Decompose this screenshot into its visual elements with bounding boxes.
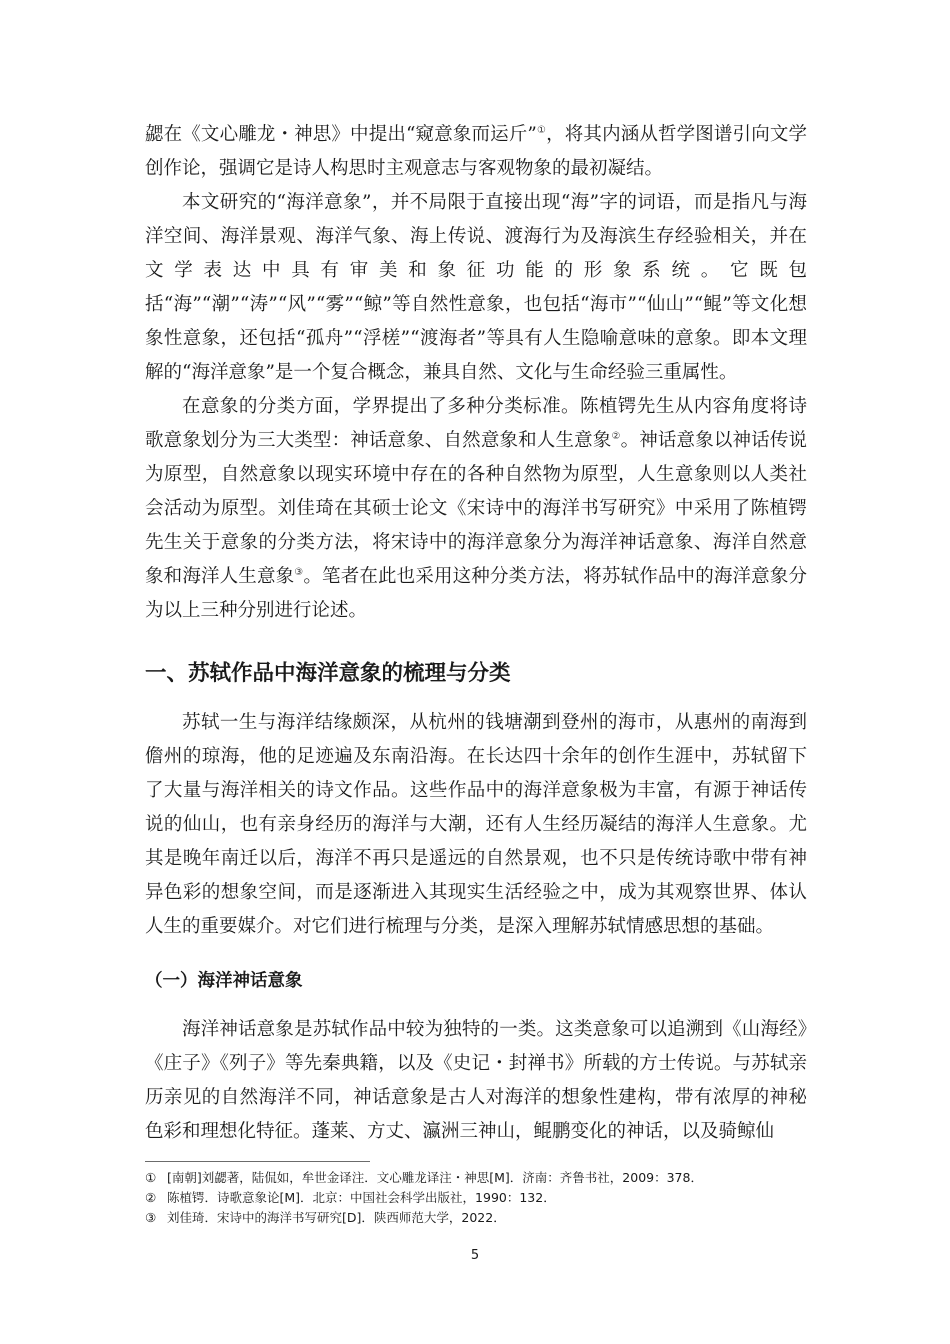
- subsection-heading-1: （一）海洋神话意象: [145, 971, 303, 991]
- footnote-ref-2[interactable]: ②: [611, 430, 621, 442]
- footnote-2-text: 陈植锷．诗歌意象论[M]．北京：中国社会科学出版社，1990：132．: [167, 1190, 556, 1205]
- footnote-3-text: 刘佳琦．宋诗中的海洋书写研究[D]．陕西师范大学，2022．: [167, 1210, 506, 1225]
- body-section-intro: [145, 118, 807, 628]
- footnote-1: [145, 1168, 807, 1188]
- paragraph-3-text-cont: 。神话意象以神话传说为原型，自然意象以现实环境中存在的各种自然物为原型，人生意象则以人类社会活动为原型。刘佳琦在其硕士论文《宋诗中的海洋书写研究》中采用了陈植锷先生关于意象的分类方法，将宋诗中的海洋意象分为海洋神话意象、海洋自然意象和海洋人生意象: [145, 430, 807, 587]
- footnote-ref-3[interactable]: ③: [294, 566, 304, 578]
- footnote-2-mark: ②: [145, 1190, 157, 1205]
- body-section-last: [145, 1013, 807, 1149]
- paragraph-3: [145, 390, 807, 628]
- footnote-ref-1[interactable]: ①: [536, 124, 547, 136]
- footnote-divider: [145, 1161, 370, 1162]
- paragraph-3-text-end: 。笔者在此也采用这种分类方法，将苏轼作品中的海洋意象分为以上三种分别进行论述。: [145, 566, 807, 621]
- paragraph-3-text: 在意象的分类方面，学界提出了多种分类标准。陈植锷先生从内容角度将诗歌意象划分为三大类型：神话意象、自然意象和人生意象: [145, 396, 807, 451]
- footnote-1-mark: ①: [145, 1170, 157, 1185]
- footnote-3: [145, 1208, 807, 1228]
- paragraph-1-text: 勰在《文心雕龙・神思》中提出“窥意象而运斤”: [145, 124, 537, 145]
- footnotes: [145, 1168, 807, 1228]
- footnote-3-mark: ③: [145, 1210, 157, 1225]
- body-section-mid: [145, 706, 807, 944]
- page-number: 5: [470, 1248, 480, 1263]
- footnote-2: [145, 1188, 807, 1208]
- paragraph-5: 海洋神话意象是苏轼作品中较为独特的一类。这类意象可以追溯到《山海经》《庄子》《列子》等先秦典籍，以及《史记・封禅书》所载的方士传说。与苏轼亲历亲见的自然海洋不同，神话意象是古人对海洋的想象性建构，带有浓厚的神秘色彩和理想化特征。蓬莱、方丈、瀛洲三神山，鲲鹏变化的神话，以及骑鲸仙: [145, 1019, 807, 1142]
- footnote-1-text: [南朝]刘勰著，陆侃如，牟世金译注．文心雕龙译注・神思[M]．济南：齐鲁书社，2009：378．: [167, 1170, 703, 1185]
- paragraph-1: [145, 118, 807, 186]
- paragraph-1-text-cont: ，将其内涵从哲学图谱引向文学创作论，强调它是诗人构思时主观意志与客观物象的最初凝结。: [145, 124, 807, 179]
- paragraph-2: 本文研究的“海洋意象”，并不局限于直接出现“海”字的词语，而是指凡与海洋空间、海洋景观、海洋气象、海上传说、渡海行为及海滨生存经验相关，并在文学表达中具有审美和象征功能的形象系统。它既包括“海”“潮”“涛”“风”“雾”“鲸”等自然性意象，也包括“海市”“仙山”“鲲”等文化想象性意象，还包括“孤舟”“浮槎”“渡海者”等具有人生隐喻意味的意象。即本文理解的“海洋意象”是一个复合概念，兼具自然、文化与生命经验三重属性。: [145, 192, 807, 383]
- section-heading-1: 一、苏轼作品中海洋意象的梳理与分类: [145, 661, 511, 686]
- paragraph-4: 苏轼一生与海洋结缘颇深，从杭州的钱塘潮到登州的海市，从惠州的南海到儋州的琼海，他的足迹遍及东南沿海。在长达四十余年的创作生涯中，苏轼留下了大量与海洋相关的诗文作品。这些作品中的海洋意象极为丰富，有源于神话传说的仙山，也有亲身经历的海洋与大潮，还有人生经历凝结的海洋人生意象。尤其是晚年南迁以后，海洋不再只是遥远的自然景观，也不只是传统诗歌中带有神异色彩的想象空间，而是逐渐进入其现实生活经验之中，成为其观察世界、体认人生的重要媒介。对它们进行梳理与分类，是深入理解苏轼情感思想的基础。: [145, 712, 807, 937]
